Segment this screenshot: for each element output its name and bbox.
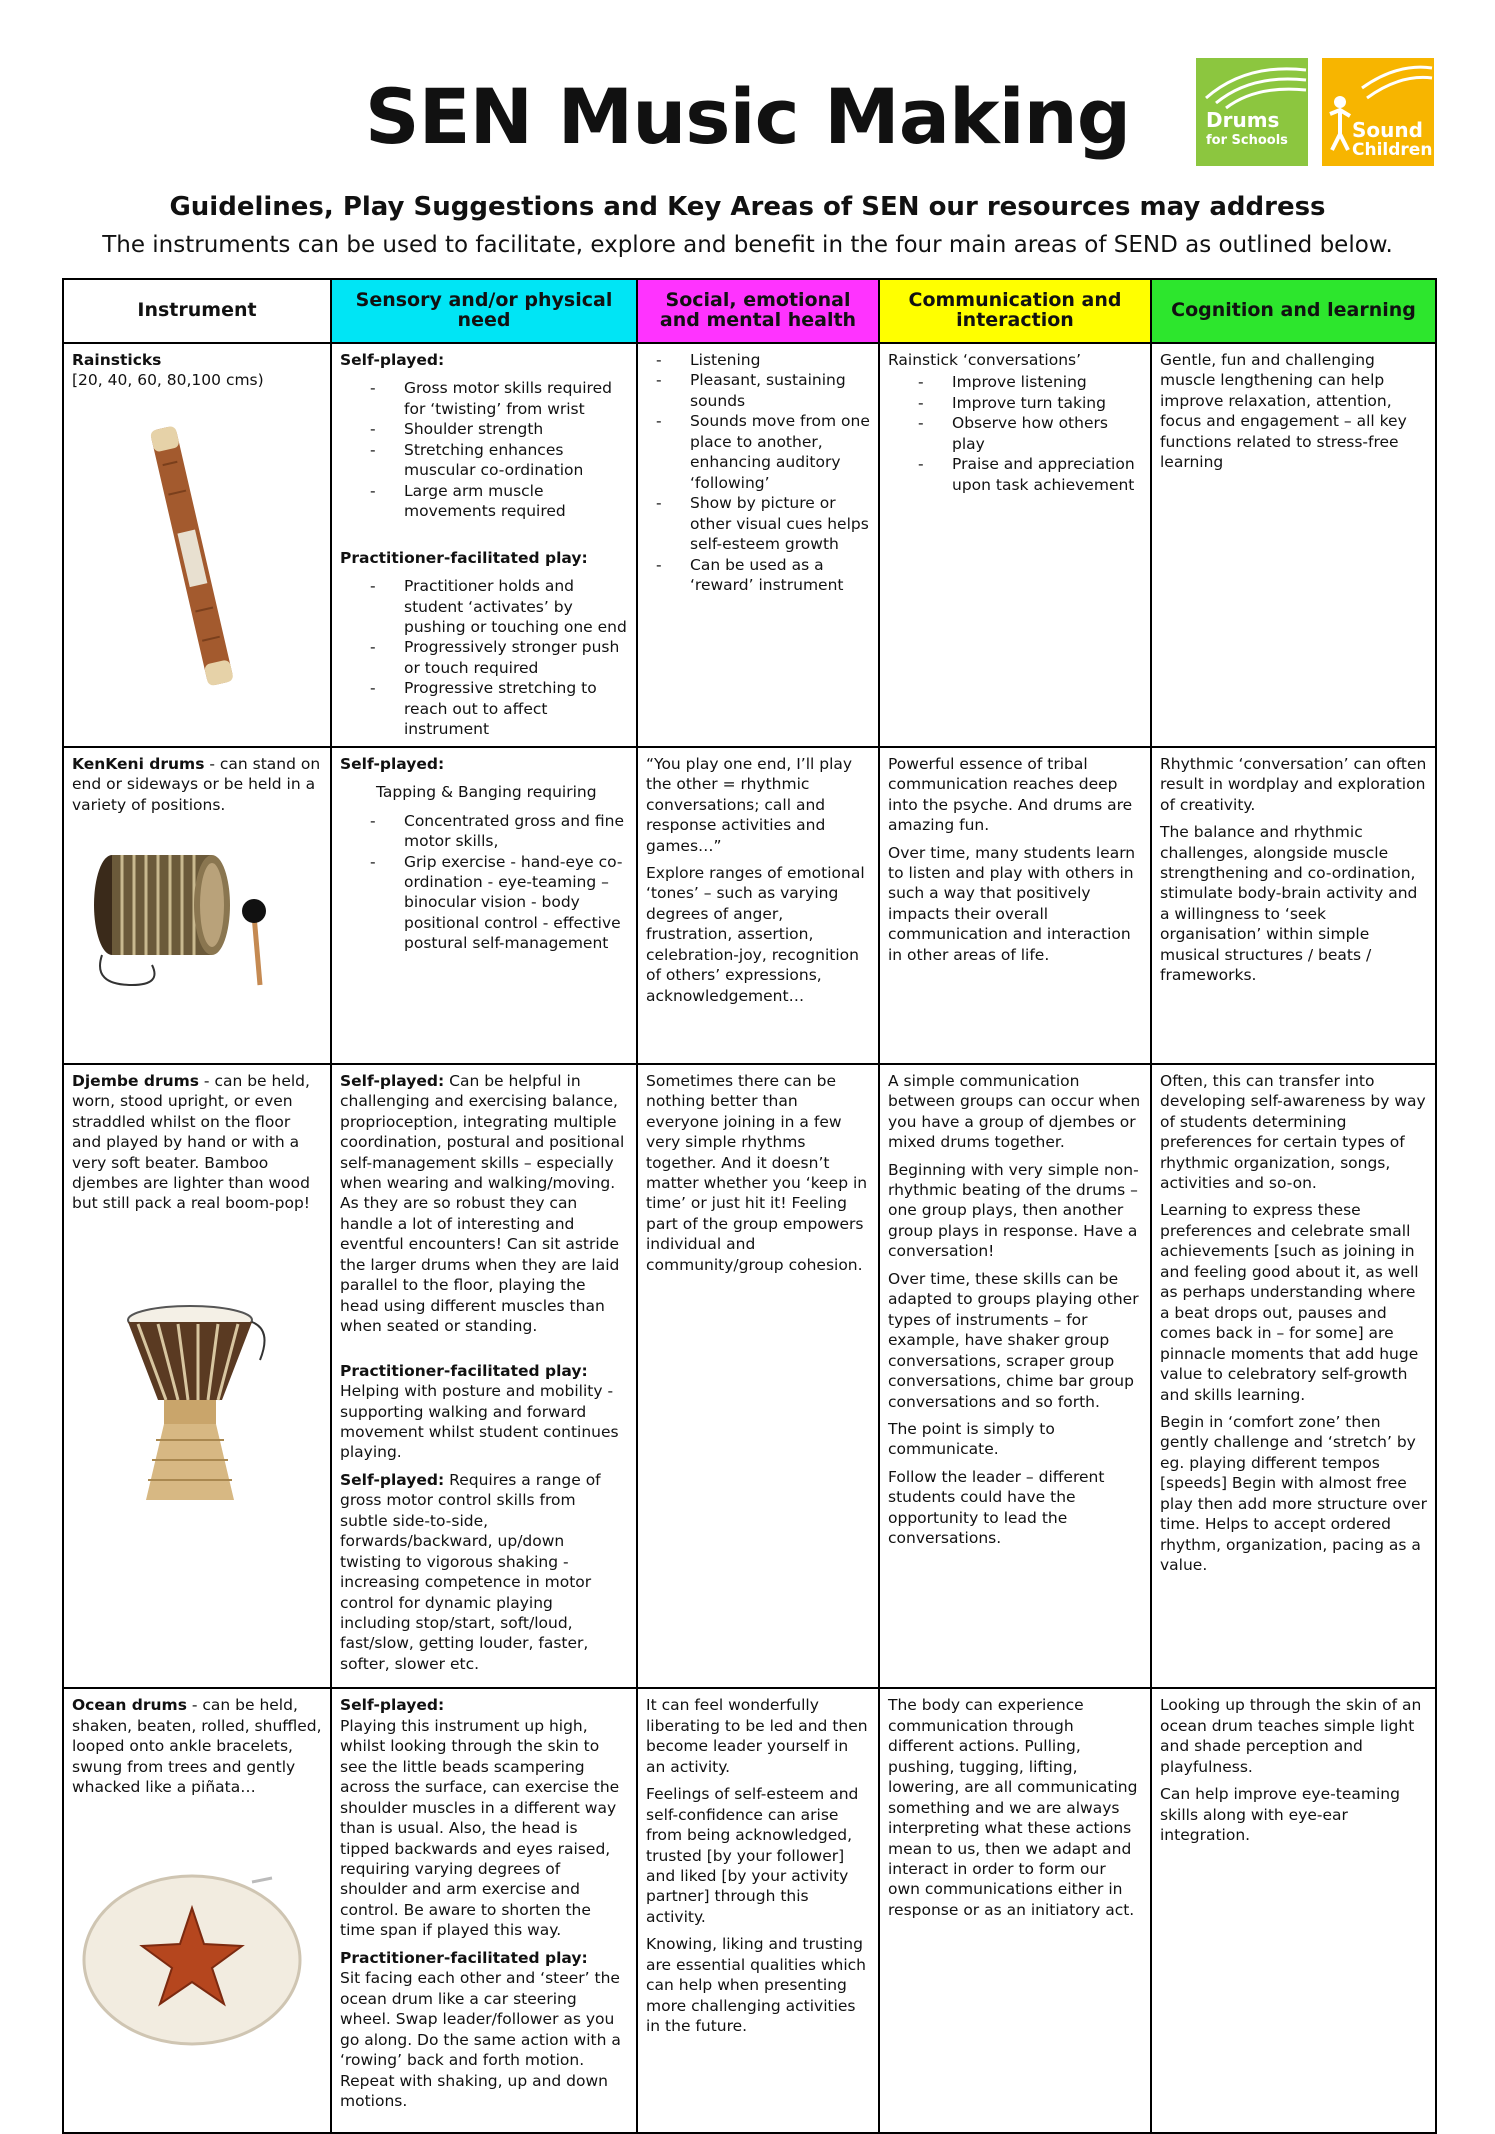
- cognition-cell: [1151, 1064, 1436, 1689]
- sensory-cell: [331, 343, 637, 747]
- sensory-cell: [331, 1064, 637, 1689]
- kenkeni-drum-image: [72, 835, 312, 995]
- sensory-text: Requires a range of gross motor control skills from subtle side-to-side, forwards/backward, up/down twisting to vigorous shaking -increasing competence in motor control for dynamic playing including stop/start, soft/loud, fast/slow, getting louder, faster, softer, slower etc.: [340, 1470, 601, 1673]
- sen-table: [62, 278, 1437, 2134]
- sensory-text: Playing this instrument up high, whilst looking through the skin to see the little beads scampering across the surface, can exercise the shoulder muscles in a different way than is usual. Also, the head is tipped backwards and eyes raised, requiring varying degrees of shoulder and arm exercise and control. Be aware to shorten the time span if played this way.: [340, 1716, 620, 1940]
- communication-text: Beginning with very simple non-rhythmic beating of the drums – one group plays, then another group plays in response. Have a conversation!: [888, 1160, 1139, 1261]
- page-title: SEN Music Making: [364, 72, 1131, 161]
- sensory-intro: Tapping & Banging requiring: [376, 783, 597, 802]
- cognition-cell: [1151, 747, 1436, 1064]
- sensory-cell: [331, 1688, 637, 2133]
- table-row: [63, 1064, 1436, 1689]
- rainstick-image: [72, 411, 312, 711]
- logos: [1196, 58, 1434, 166]
- list-item: - Show by picture or other visual cues helps self-esteem growth: [656, 493, 870, 554]
- communication-cell: [879, 1064, 1151, 1689]
- table-header-row: [63, 279, 1436, 343]
- sensory-heading: Practitioner-facilitated play:: [340, 1361, 588, 1380]
- instrument-cell: [63, 747, 331, 1064]
- social-text: Knowing, liking and trusting are essential qualities which can help when presenting more challenging activities in the future.: [646, 1935, 867, 2036]
- cognition-cell: [1151, 1688, 1436, 2133]
- djembe-drum-image: [72, 1300, 312, 1510]
- list-item: - Concentrated gross and fine motor skills,: [370, 811, 628, 852]
- communication-cell: [879, 1688, 1151, 2133]
- cognition-text: The balance and rhythmic challenges, alongside muscle strengthening and co-ordination, stimulate body-brain activity and a willingness to ‘seek organisation’ within simple musical structures / beats / frameworks.: [1160, 823, 1418, 985]
- sensory-heading: Practitioner-facilitated play:: [340, 548, 588, 567]
- list-item: - Improve turn taking: [918, 393, 1142, 413]
- list-item: - Stretching enhances muscular co-ordination: [370, 440, 628, 481]
- table-row: [63, 1688, 1436, 2133]
- communication-list: [888, 372, 1142, 495]
- communication-text: A simple communication between groups can occur when you have a group of djembes or mixed drums together.: [888, 1071, 1141, 1152]
- list-item: - Listening: [656, 350, 870, 370]
- sensory-text: Can be helpful in challenging and exercising balance, proprioception, integrating multiple coordination, postural and positional self-management skills – especially when wearing and walking/moving. As they are so robust they can handle a lot of interesting and eventful encounters! Can sit astride the larger drums when they are laid parallel to the floor, playing the head using different muscles than when seated or standing.: [340, 1071, 625, 1336]
- communication-text: Over time, these skills can be adapted to groups playing other types of instruments – for example, have shaker group conversations, scraper group conversations, chime bar group conversations and so forth.: [888, 1269, 1139, 1411]
- sensory-list: [340, 811, 628, 954]
- table-row: [63, 747, 1436, 1064]
- cognition-text: Learning to express these preferences and celebrate small achievements [such as joining in and feeling good about it, as well as perhaps understanding where a beat drops out, pauses and comes back in – for some] are pinnacle moments that add huge value to celebratory self-growth and skills learning.: [1160, 1201, 1419, 1404]
- header-cognition: Cognition and learning: [1151, 279, 1436, 343]
- header-social: Social, emotional and mental health: [637, 279, 879, 343]
- instrument-cell: [63, 1688, 331, 2133]
- instrument-name: Ocean drums: [72, 1696, 187, 1715]
- cognition-text: Gentle, fun and challenging muscle lengthening can help improve relaxation, attention, focus and engagement – all key functions related to stress-free learning: [1160, 351, 1407, 472]
- communication-intro: Rainstick ‘conversations’: [888, 351, 1082, 369]
- instrument-name: Djembe drums: [72, 1071, 199, 1090]
- list-item: - Sounds move from one place to another, enhancing auditory ‘following’: [656, 411, 870, 493]
- header-instrument: Instrument: [63, 279, 331, 343]
- cognition-text: Can help improve eye-teaming skills along with eye-ear integration.: [1160, 1785, 1400, 1845]
- communication-text: Follow the leader – different students could have the opportunity to lead the conversations.: [888, 1467, 1105, 1548]
- instrument-desc: - can be held, worn, stood upright, or even straddled whilst on the floor and played by hand or with a very soft beater. Bamboo djembes are lighter than wood but still pack a real boom-pop!: [72, 1071, 311, 1213]
- social-cell: [637, 343, 879, 747]
- list-item: - Observe how others play: [918, 413, 1142, 454]
- sensory-heading: Practitioner-facilitated play:: [340, 1948, 588, 1967]
- list-item: - Gross motor skills required for ‘twisting’ from wrist: [370, 378, 628, 419]
- cognition-text: Begin in ‘comfort zone’ then gently challenge and ‘stretch’ by eg. playing different tempos [speeds] Begin with almost free play then add more structure over time. Helps to accept ordered rhythm, organization, pacing as a value.: [1160, 1412, 1427, 1575]
- sensory-list: [340, 576, 628, 740]
- social-text: Feelings of self-esteem and self-confidence can arise from being acknowledged, trusted [by your follower] and liked [by your activity partner] through this activity.: [646, 1785, 859, 1926]
- list-item: - Large arm muscle movements required: [370, 481, 628, 522]
- communication-text: Powerful essence of tribal communication reaches deep into the psyche. And drums are amazing fun.: [888, 754, 1133, 835]
- sensory-heading: Self-played:: [340, 1696, 445, 1715]
- instrument-cell: [63, 1064, 331, 1689]
- sensory-text: Sit facing each other and ‘steer’ the ocean drum like a car steering wheel. Swap leader/follower as you go along. Do the same action with a ‘rowing’ back and forth motion. Repeat with shaking, up and down motions.: [340, 1969, 621, 2110]
- list-item: - Progressive stretching to reach out to affect instrument: [370, 678, 628, 739]
- sound-logo-line2: Children: [1352, 140, 1433, 160]
- instrument-cell: [63, 343, 331, 747]
- sound-logo-line1: Sound: [1352, 118, 1423, 142]
- communication-text: Over time, many students learn to listen and play with others in such a way that positively impacts their overall communication and interaction in other areas of life.: [888, 843, 1136, 964]
- social-text: “You play one end, I’ll play the other = rhythmic conversations; call and response activities and games…”: [646, 754, 853, 855]
- sensory-list: [340, 378, 628, 521]
- header-communication: Communication and interaction: [879, 279, 1151, 343]
- communication-cell: [879, 343, 1151, 747]
- instrument-desc: - can stand on end or sideways or be held in a variety of positions.: [72, 754, 321, 814]
- drums-for-schools-logo: [1196, 58, 1308, 166]
- sensory-heading: Self-played:: [340, 351, 445, 369]
- list-item: - Progressively stronger push or touch required: [370, 637, 628, 678]
- social-list: [646, 350, 870, 595]
- list-item: - Grip exercise - hand-eye co-ordination - eye-teaming – binocular vision - body positional control - effective postural self-management: [370, 852, 628, 954]
- ocean-drum-image: [72, 1868, 312, 2048]
- social-text: Explore ranges of emotional ‘tones’ – such as varying degrees of anger, frustration, assertion, celebration-joy, recognition of others’ expressions, acknowledgement…: [646, 863, 865, 1005]
- cognition-cell: [1151, 343, 1436, 747]
- list-item: - Can be used as a ‘reward’ instrument: [656, 555, 870, 596]
- table-row: [63, 343, 1436, 747]
- sensory-cell: [331, 747, 637, 1064]
- sensory-heading: Self-played:: [340, 1071, 445, 1090]
- cognition-text: Often, this can transfer into developing self-awareness by way of students determining preferences for certain types of rhythmic organization, songs, activities and so-on.: [1160, 1071, 1426, 1192]
- social-text: It can feel wonderfully liberating to be led and then become leader yourself in an activity.: [646, 1696, 868, 1776]
- communication-text: The body can experience communication through different actions. Pulling, pushing, tugging, lifting, lowering, are all communicating something and we are always interpreting what these actions mean to us, then we adapt and interact in order to form our own communications either in response or as an initiatory act.: [888, 1696, 1138, 1919]
- list-item: - Praise and appreciation upon task achievement: [918, 454, 1142, 495]
- page-subtitle: Guidelines, Play Suggestions and Key Areas of SEN our resources may address: [169, 192, 1326, 222]
- social-cell: [637, 1064, 879, 1689]
- sound-children-logo: [1322, 58, 1434, 166]
- intro-text: The instruments can be used to facilitate, explore and benefit in the four main areas of SEND as outlined below.: [102, 232, 1393, 258]
- header-sensory: Sensory and/or physical need: [331, 279, 637, 343]
- instrument-name: Rainsticks: [72, 351, 162, 369]
- social-cell: [637, 1688, 879, 2133]
- communication-cell: [879, 747, 1151, 1064]
- sensory-text: Helping with posture and mobility - supporting walking and forward movement whilst student continues playing.: [340, 1382, 619, 1462]
- sensory-heading: Self-played:: [340, 754, 445, 773]
- social-cell: [637, 747, 879, 1064]
- cognition-text: Rhythmic ‘conversation’ can often result in wordplay and exploration of creativity.: [1160, 754, 1427, 814]
- cognition-text: Looking up through the skin of an ocean drum teaches simple light and shade perception and playfulness.: [1160, 1696, 1422, 1776]
- drums-logo-line1: Drums: [1206, 108, 1280, 132]
- instrument-desc: [20, 40, 60, 80,100 cms): [72, 371, 264, 390]
- instrument-desc: - can be held, shaken, beaten, rolled, shuffled, looped onto ankle bracelets, swung from trees and gently whacked like a piñata…: [72, 1696, 322, 1797]
- social-text: Sometimes there can be nothing better than everyone joining in a few very simple rhythms together. And it doesn’t matter whether you ‘keep in time’ or just hit it! Feeling part of the group empowers individual and community/group cohesion.: [646, 1071, 868, 1274]
- list-item: - Practitioner holds and student ‘activates’ by pushing or touching one end: [370, 576, 628, 637]
- drums-logo-line2: for Schools: [1206, 133, 1288, 148]
- list-item: - Pleasant, sustaining sounds: [656, 370, 870, 411]
- list-item: - Shoulder strength: [370, 419, 628, 439]
- list-item: - Improve listening: [918, 372, 1142, 392]
- instrument-name: KenKeni drums: [72, 754, 205, 773]
- sensory-heading: Self-played:: [340, 1470, 445, 1489]
- communication-text: The point is simply to communicate.: [888, 1419, 1055, 1459]
